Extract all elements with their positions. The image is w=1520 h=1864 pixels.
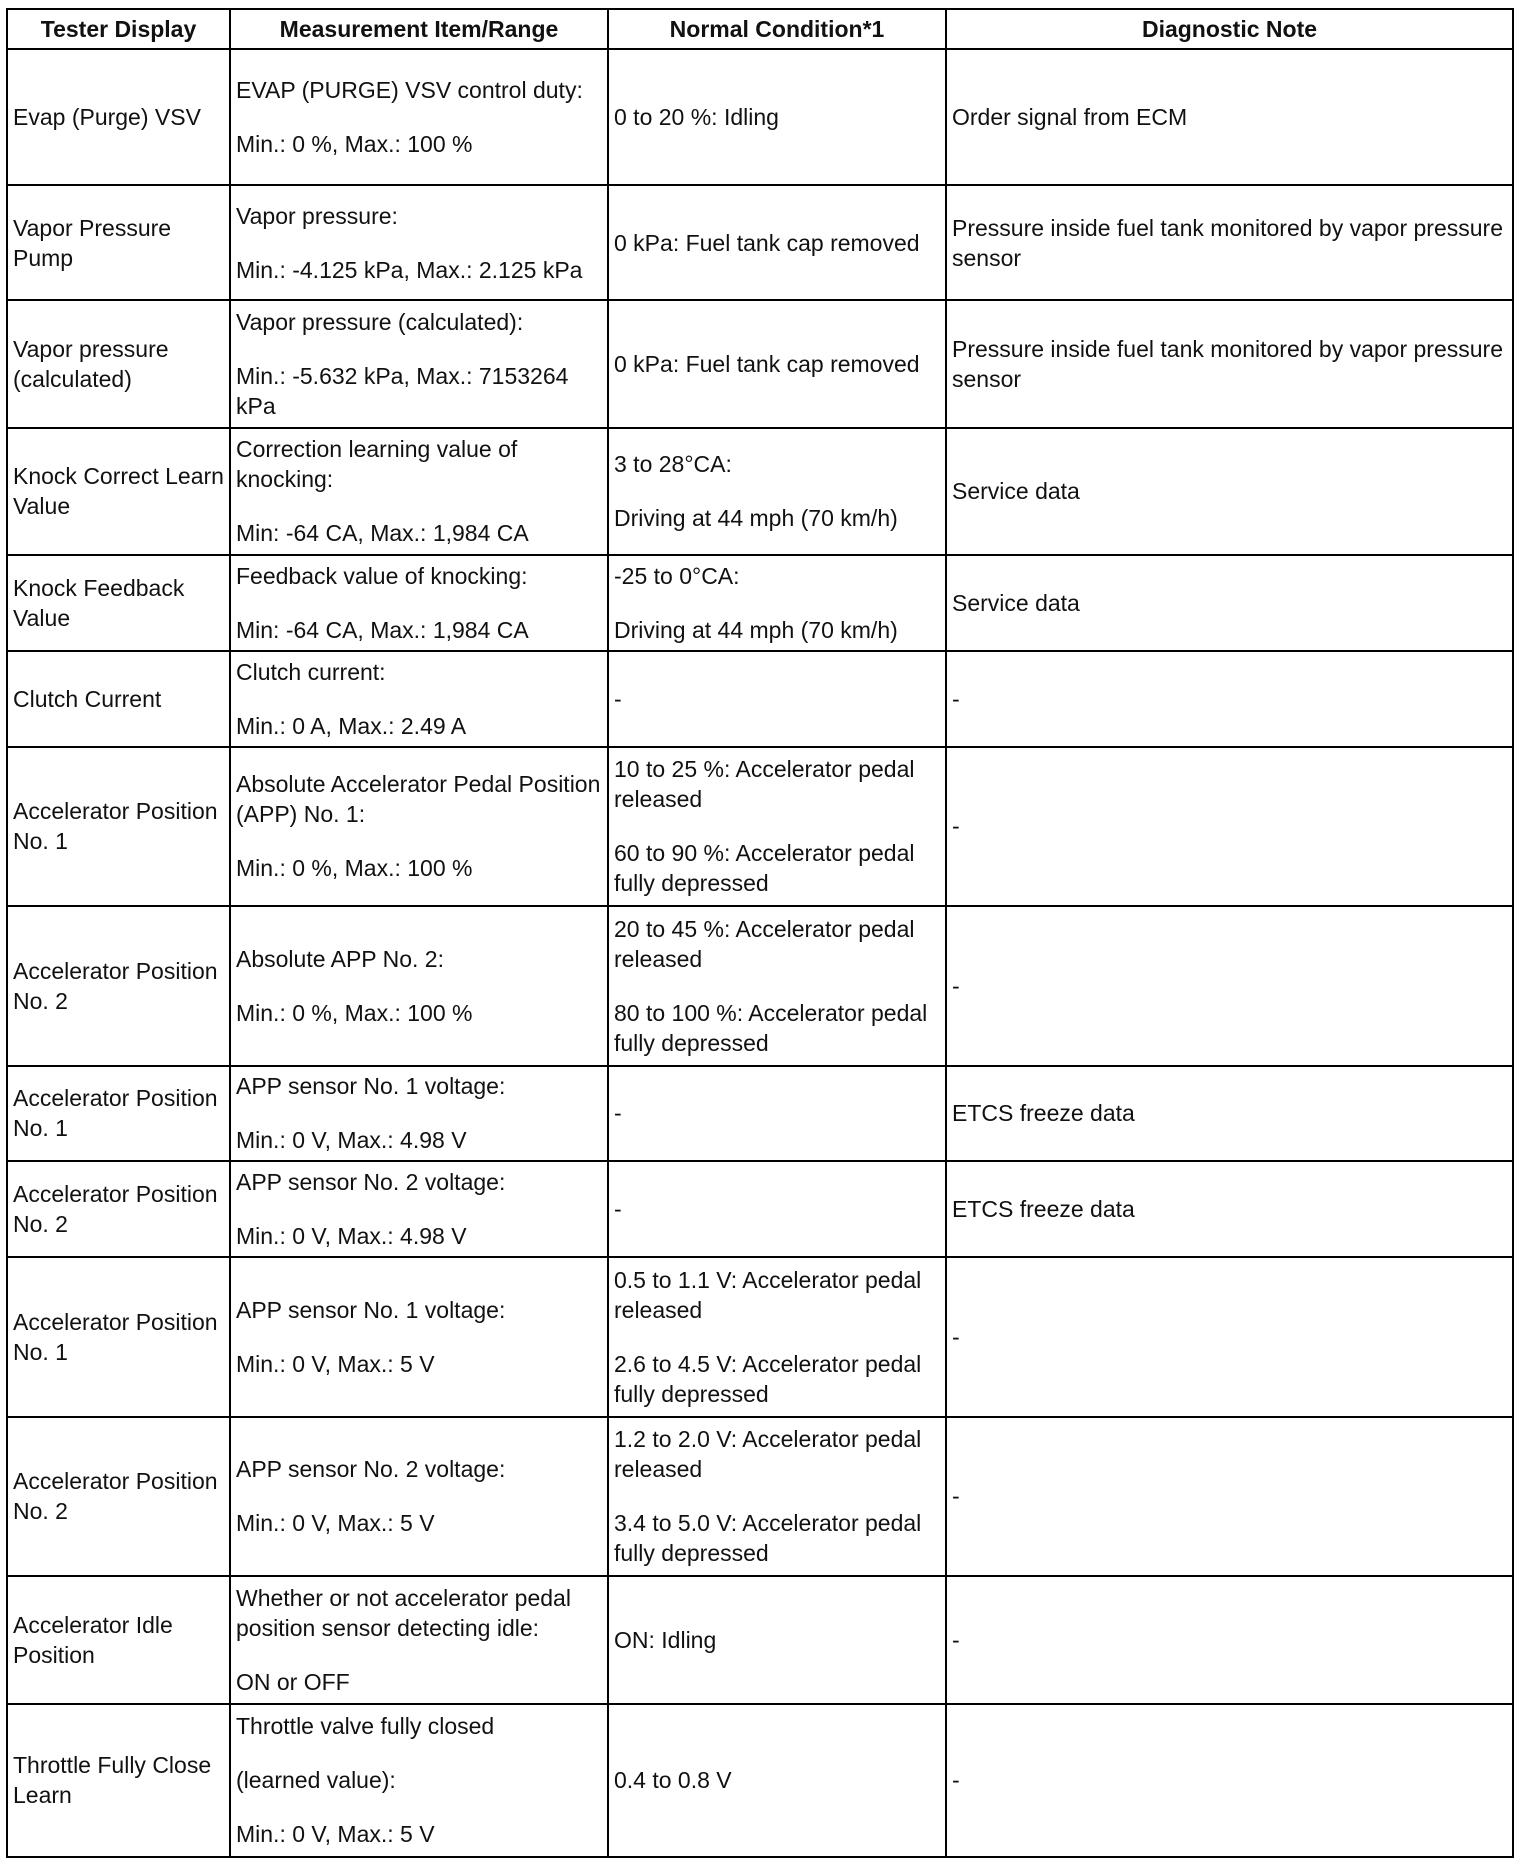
cell-measurement-item-text: Min.: 0 V, Max.: 4.98 V [236,1223,467,1250]
cell-measurement-item-text: Min.: 0 V, Max.: 5 V [236,1821,435,1848]
table-row [7,428,1513,556]
table-row [7,747,1513,907]
cell-diagnostic-note-text: Service data [952,590,1080,617]
cell-measurement-item-text: Whether or not accelerator pedal position sensor detecting idle: [236,1584,571,1641]
cell-diagnostic-note-text: Order signal from ECM [952,104,1188,131]
cell-tester-display [7,49,230,185]
cell-measurement-item-text: Throttle valve fully closed [236,1713,495,1740]
cell-normal-condition-text: 80 to 100 %: Accelerator pedal fully depressed [614,999,928,1056]
cell-tester-display-text: Throttle Fully Close Learn [13,1752,212,1809]
cell-tester-display [7,185,230,300]
cell-normal-condition-text: - [614,1196,622,1223]
cell-normal-condition [608,428,946,556]
cell-diagnostic-note-text: - [952,685,960,712]
cell-tester-display-text: Knock Correct Learn Value [13,463,224,520]
cell-measurement-item-text: APP sensor No. 1 voltage: [236,1296,506,1323]
cell-measurement-item [230,1576,608,1704]
cell-measurement-item-text: Min.: 0 V, Max.: 5 V [236,1510,435,1537]
cell-measurement-item-text: (learned value): [236,1767,396,1794]
cell-normal-condition-text: 1.2 to 2.0 V: Accelerator pedal released [614,1426,922,1483]
cell-measurement-item-text: Vapor pressure (calculated): [236,308,524,335]
cell-normal-condition-text: 10 to 25 %: Accelerator pedal released [614,756,915,813]
cell-diagnostic-note [946,1704,1513,1857]
cell-measurement-item-text: Min.: 0 %, Max.: 100 % [236,999,473,1026]
cell-measurement-item [230,49,608,185]
cell-normal-condition-text: 0.5 to 1.1 V: Accelerator pedal released [614,1266,922,1323]
table-row [7,1417,1513,1577]
cell-normal-condition [608,1161,946,1257]
cell-normal-condition [608,651,946,747]
cell-measurement-item-text: Feedback value of knocking: [236,563,528,590]
cell-measurement-item [230,1417,608,1577]
cell-measurement-item-text: EVAP (PURGE) VSV control duty: [236,77,583,104]
cell-diagnostic-note-text: Pressure inside fuel tank monitored by vapor pressure sensor [952,214,1504,271]
cell-normal-condition-text: 0 to 20 %: Idling [614,104,779,131]
header-tester-display: Tester Display [7,9,230,49]
cell-diagnostic-note-text: - [952,813,960,840]
table-row [7,300,1513,428]
cell-measurement-item [230,1257,608,1417]
cell-diagnostic-note [946,747,1513,907]
cell-normal-condition-text: - [614,685,622,712]
cell-tester-display-text: Accelerator Position No. 1 [13,1085,218,1142]
cell-tester-display [7,1161,230,1257]
cell-measurement-item-text: Min: -64 CA, Max.: 1,984 CA [236,617,529,644]
cell-measurement-item [230,747,608,907]
cell-tester-display-text: Vapor Pressure Pump [13,214,172,271]
cell-diagnostic-note-text: Service data [952,478,1080,505]
cell-measurement-item [230,1704,608,1857]
cell-tester-display-text: Accelerator Position No. 2 [13,1181,218,1238]
cell-measurement-item [230,651,608,747]
cell-diagnostic-note-text: - [952,1767,960,1794]
cell-tester-display-text: Vapor pressure (calculated) [13,335,169,392]
table-row [7,555,1513,651]
cell-tester-display [7,747,230,907]
cell-tester-display [7,555,230,651]
cell-tester-display [7,1576,230,1704]
cell-normal-condition [608,747,946,907]
cell-normal-condition [608,1417,946,1577]
cell-measurement-item-text: Min.: 0 %, Max.: 100 % [236,855,473,882]
cell-tester-display [7,428,230,556]
cell-diagnostic-note [946,49,1513,185]
cell-tester-display [7,1417,230,1577]
cell-diagnostic-note [946,906,1513,1066]
cell-tester-display [7,1704,230,1857]
cell-tester-display-text: Knock Feedback Value [13,575,185,632]
table-row [7,1066,1513,1162]
cell-diagnostic-note [946,1576,1513,1704]
cell-normal-condition-text: -25 to 0°CA: [614,563,740,590]
cell-normal-condition-text: 0.4 to 0.8 V [614,1767,732,1794]
cell-diagnostic-note [946,1417,1513,1577]
cell-normal-condition [608,185,946,300]
cell-diagnostic-note-text: - [952,972,960,999]
header-diagnostic-note: Diagnostic Note [946,9,1513,49]
cell-normal-condition [608,1066,946,1162]
cell-measurement-item-text: ON or OFF [236,1668,350,1695]
cell-measurement-item [230,428,608,556]
cell-measurement-item [230,185,608,300]
table-row [7,185,1513,300]
cell-measurement-item-text: APP sensor No. 1 voltage: [236,1073,506,1100]
cell-measurement-item [230,555,608,651]
cell-normal-condition [608,906,946,1066]
header-normal-condition: Normal Condition*1 [608,9,946,49]
header-row [7,9,1513,49]
cell-normal-condition-text: 2.6 to 4.5 V: Accelerator pedal fully depressed [614,1350,922,1407]
cell-tester-display-text: Accelerator Position No. 1 [13,798,218,855]
cell-diagnostic-note-text: ETCS freeze data [952,1196,1135,1223]
cell-measurement-item-text: Min.: -5.632 kPa, Max.: 7153264 kPa [236,362,569,419]
cell-normal-condition-text: 3 to 28°CA: [614,451,732,478]
cell-normal-condition [608,49,946,185]
cell-measurement-item [230,1161,608,1257]
cell-tester-display [7,300,230,428]
cell-diagnostic-note [946,300,1513,428]
cell-normal-condition [608,555,946,651]
cell-measurement-item-text: Min.: -4.125 kPa, Max.: 2.125 kPa [236,256,583,283]
cell-diagnostic-note-text: - [952,1483,960,1510]
cell-diagnostic-note [946,1161,1513,1257]
cell-diagnostic-note-text: ETCS freeze data [952,1100,1135,1127]
cell-measurement-item-text: Min: -64 CA, Max.: 1,984 CA [236,520,529,547]
cell-measurement-item-text: Clutch current: [236,658,386,685]
cell-measurement-item-text: Absolute APP No. 2: [236,945,444,972]
cell-diagnostic-note [946,185,1513,300]
table-body [7,49,1513,1857]
cell-tester-display [7,1257,230,1417]
cell-measurement-item-text: Min.: 0 %, Max.: 100 % [236,131,473,158]
cell-tester-display-text: Accelerator Position No. 2 [13,957,218,1014]
table-row [7,1257,1513,1417]
cell-tester-display [7,906,230,1066]
table-row [7,49,1513,185]
cell-measurement-item-text: Min.: 0 A, Max.: 2.49 A [236,712,467,739]
cell-measurement-item [230,1066,608,1162]
cell-diagnostic-note-text: Pressure inside fuel tank monitored by vapor pressure sensor [952,335,1504,392]
cell-normal-condition-text: 0 kPa: Fuel tank cap removed [614,229,920,256]
cell-normal-condition-text: 0 kPa: Fuel tank cap removed [614,350,920,377]
cell-measurement-item-text: APP sensor No. 2 voltage: [236,1169,506,1196]
cell-normal-condition [608,1257,946,1417]
cell-measurement-item-text: Min.: 0 V, Max.: 5 V [236,1350,435,1377]
cell-tester-display [7,1066,230,1162]
cell-normal-condition-text: Driving at 44 mph (70 km/h) [614,505,898,532]
cell-diagnostic-note-text: - [952,1626,960,1653]
cell-tester-display-text: Accelerator Position No. 2 [13,1468,218,1525]
cell-measurement-item [230,906,608,1066]
cell-normal-condition-text: 3.4 to 5.0 V: Accelerator pedal fully depressed [614,1510,922,1567]
cell-diagnostic-note [946,1066,1513,1162]
cell-tester-display-text: Accelerator Position No. 1 [13,1308,218,1365]
cell-measurement-item-text: APP sensor No. 2 voltage: [236,1456,506,1483]
cell-diagnostic-note [946,651,1513,747]
cell-diagnostic-note [946,428,1513,556]
header-measurement-item-range: Measurement Item/Range [230,9,608,49]
cell-diagnostic-note [946,1257,1513,1417]
table-row [7,1161,1513,1257]
cell-tester-display-text: Evap (Purge) VSV [13,104,201,131]
cell-normal-condition [608,300,946,428]
cell-normal-condition-text: - [614,1100,622,1127]
cell-normal-condition-text: 60 to 90 %: Accelerator pedal fully depressed [614,840,915,897]
cell-normal-condition [608,1704,946,1857]
cell-tester-display [7,651,230,747]
table-row [7,906,1513,1066]
cell-measurement-item-text: Absolute Accelerator Pedal Position (APP) No. 1: [236,771,601,828]
cell-measurement-item [230,300,608,428]
diagnostic-data-table [6,8,1514,1858]
cell-diagnostic-note [946,555,1513,651]
cell-diagnostic-note-text: - [952,1323,960,1350]
cell-tester-display-text: Accelerator Idle Position [13,1611,173,1668]
cell-measurement-item-text: Vapor pressure: [236,202,398,229]
cell-measurement-item-text: Min.: 0 V, Max.: 4.98 V [236,1127,467,1154]
cell-normal-condition-text: Driving at 44 mph (70 km/h) [614,617,898,644]
table-row [7,651,1513,747]
cell-tester-display-text: Clutch Current [13,685,162,712]
table-row [7,1704,1513,1857]
cell-normal-condition-text: 20 to 45 %: Accelerator pedal released [614,915,915,972]
cell-measurement-item-text: Correction learning value of knocking: [236,436,518,493]
cell-normal-condition [608,1576,946,1704]
cell-normal-condition-text: ON: Idling [614,1626,717,1653]
table-row [7,1576,1513,1704]
